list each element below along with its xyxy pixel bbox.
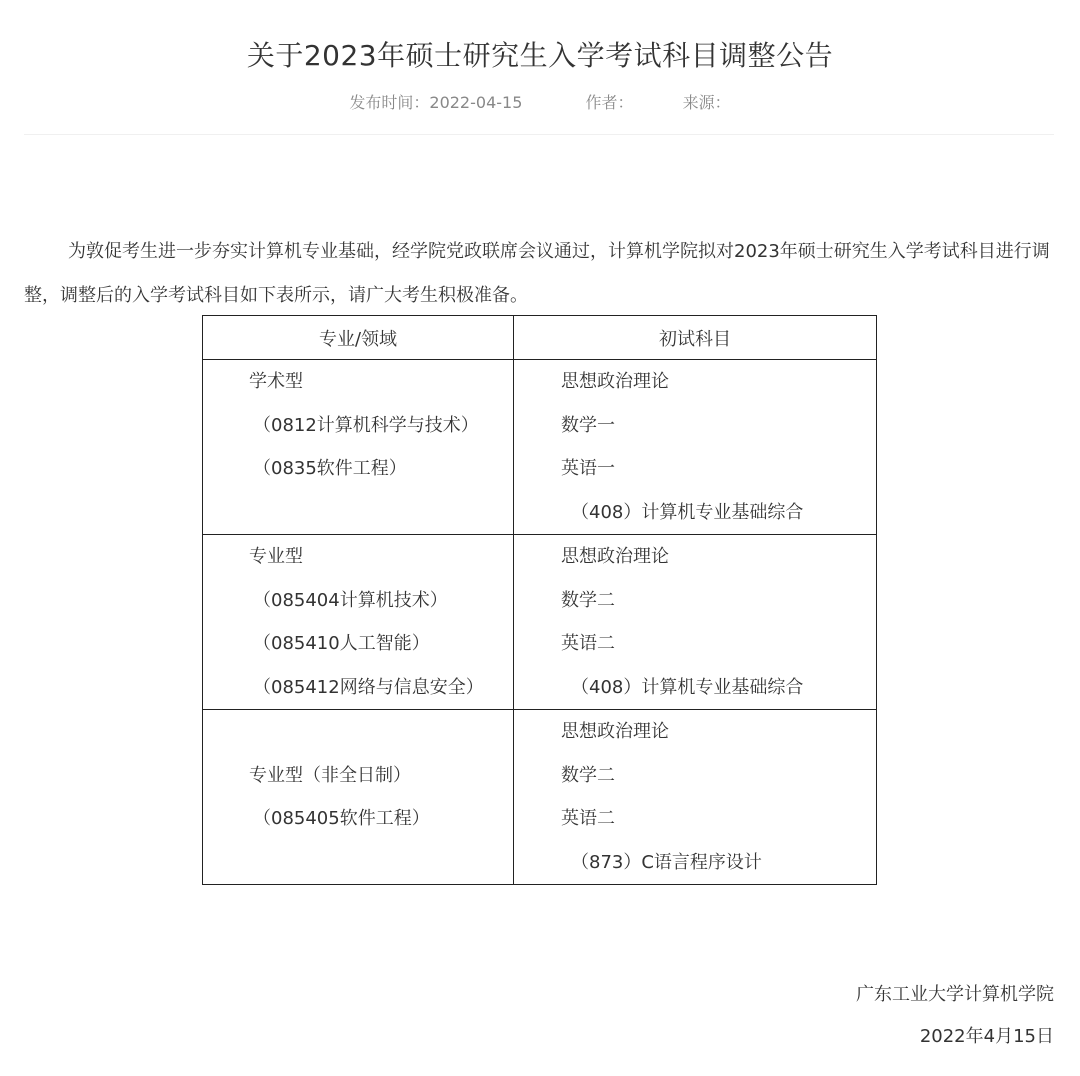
major-cell [203, 710, 514, 885]
signature-date: 2022年4月15日 [919, 1026, 1054, 1047]
page-title: 关于2023年硕士研究生入学考试科目调整公告 [246, 39, 834, 72]
header-divider [24, 134, 1054, 135]
major-item: （0812计算机科学与技术） [253, 414, 479, 436]
table-row [203, 710, 877, 885]
subjects-cell [514, 360, 877, 535]
author-label: 作者： [585, 93, 634, 112]
table-row [203, 360, 877, 535]
subject-item: 思想政治理论 [561, 546, 669, 567]
major-item: （0835软件工程） [253, 458, 407, 479]
table-row [203, 535, 877, 710]
major-item: （085412网络与信息安全） [253, 676, 484, 698]
subject-item: 思想政治理论 [561, 371, 669, 392]
major-item: （085404计算机技术） [253, 589, 448, 611]
subject-item: 英语二 [561, 808, 615, 829]
category-label: 专业型（非全日制） [249, 764, 411, 786]
subject-item: 数学一 [561, 414, 615, 436]
major-item: （085410人工智能） [253, 633, 430, 654]
article-meta [0, 90, 1080, 113]
subject-item: 数学二 [561, 589, 615, 611]
table-header-row [203, 316, 877, 360]
subject-item: （408）计算机专业基础综合 [571, 501, 804, 523]
exam-subjects-table [202, 315, 877, 885]
header-exam-subjects: 初试科目 [514, 316, 877, 360]
source-label: 来源： [682, 93, 731, 112]
signature-organization: 广东工业大学计算机学院 [856, 984, 1054, 1005]
subject-item: 英语二 [561, 633, 615, 654]
intro-paragraph: 为敦促考生进一步夯实计算机专业基础，经学院党政联席会议通过，计算机学院拟对2023年硕士研究生入学考试科目进行调整，调整后的入学考试科目如下表所示，请广大考生积极准备。 [24, 241, 1050, 306]
subjects-cell [514, 535, 877, 710]
header-major-field: 专业/领域 [203, 316, 514, 360]
major-item: （085405软件工程） [253, 808, 430, 829]
subject-item: 思想政治理论 [561, 721, 669, 742]
category-label: 学术型 [249, 371, 303, 392]
subjects-cell [514, 710, 877, 885]
category-label: 专业型 [249, 546, 303, 567]
subject-item: （408）计算机专业基础综合 [571, 676, 804, 698]
subject-item: （873）C语言程序设计 [571, 851, 762, 873]
subject-item: 数学二 [561, 764, 615, 786]
major-cell [203, 535, 514, 710]
publish-date: 发布时间：2022-04-15 [349, 93, 523, 112]
subject-item: 英语一 [561, 458, 615, 479]
major-cell [203, 360, 514, 535]
